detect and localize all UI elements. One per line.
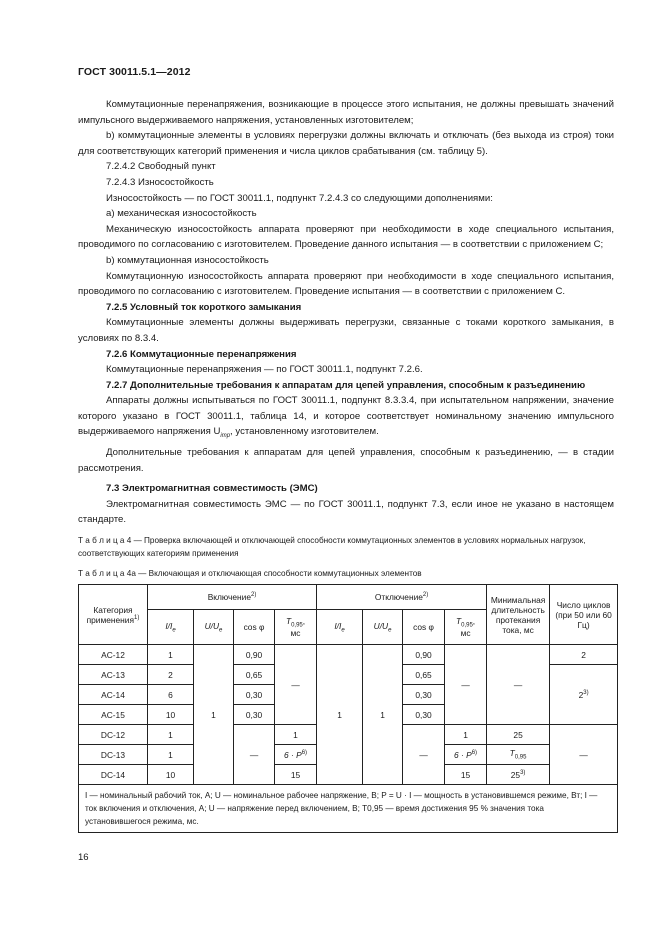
cell-text: T bbox=[509, 748, 515, 759]
paragraph-text: Аппараты должны испытываться по ГОСТ 30011.1, подпункт 8.3.3.4, при испытательном напряжении, значение которого указано в ГОСТ 30011.1, таблица 14, и которое соответствует номинальному значению импульсного выдерживаемого напряжения U bbox=[78, 395, 614, 438]
subscript: 0,95 bbox=[291, 622, 303, 629]
value-cell: 6 bbox=[148, 685, 194, 705]
subscript: imp bbox=[220, 433, 231, 440]
value-cell: 10 bbox=[148, 705, 194, 725]
footnote-mark: 1) bbox=[134, 614, 140, 621]
value-cell bbox=[487, 745, 550, 765]
cycles-header: Число циклов (при 50 или 60 Гц) bbox=[550, 585, 618, 645]
switch-off-header bbox=[317, 585, 487, 610]
header-text: Включение bbox=[207, 592, 251, 602]
value-cell: 1 bbox=[445, 725, 487, 745]
value-cell: 10 bbox=[148, 765, 194, 785]
voltage-ratio-header bbox=[363, 610, 403, 645]
cos-phi-header: cos φ bbox=[234, 610, 275, 645]
category-cell: AC-12 bbox=[79, 645, 148, 665]
table4a-caption: Т а б л и ц а 4а — Включающая и отключающая способности коммутационных элементов bbox=[78, 569, 422, 578]
paragraph: Электромагнитная совместимость ЭМС — по ГОСТ 30011.1, подпункт 7.3, если иное не указано в настоящем стандарте. bbox=[78, 498, 614, 526]
section-heading: 7.2.5 Условный ток короткого замыкания bbox=[106, 301, 302, 313]
dash-cell: — bbox=[403, 725, 445, 785]
category-cell: DC-13 bbox=[79, 745, 148, 765]
header-text: Категория применения bbox=[86, 604, 135, 625]
header-text: T bbox=[285, 615, 292, 626]
header-text: U/U bbox=[373, 620, 389, 631]
subscript: e bbox=[219, 627, 223, 634]
category-header bbox=[79, 585, 148, 645]
category-cell: AC-13 bbox=[79, 665, 148, 685]
paragraph: Дополнительные требования к аппаратам для цепей управления, способным к разъединению, — в стадии рассмотрения. bbox=[78, 446, 614, 474]
footnote-mark: 6) bbox=[471, 749, 478, 756]
time-constant-header: $T_{0,95}$, мс bbox=[445, 610, 487, 645]
page-number: 16 bbox=[78, 852, 89, 863]
paragraph: 7.2.4.2 Свободный пункт bbox=[106, 161, 216, 173]
header-text: U/U bbox=[204, 620, 220, 631]
paragraph bbox=[78, 393, 614, 445]
paragraph: Коммутационные перенапряжения — по ГОСТ 30011.1, подпункт 7.2.6. bbox=[106, 364, 423, 376]
category-cell: DC-14 bbox=[79, 765, 148, 785]
paragraph: Коммутационные элементы должны выдерживать перегрузки, связанные с токами короткого замыкания, в условиях по 8.3.4. bbox=[78, 317, 614, 344]
body-text bbox=[78, 97, 614, 528]
dash-cell: — bbox=[487, 645, 550, 725]
section-heading: 7.3 Электромагнитная совместимость (ЭМС) bbox=[106, 483, 318, 495]
value-cell: 15 bbox=[445, 765, 487, 785]
value-cell: 2 bbox=[550, 645, 618, 665]
cos-phi-header: cos φ bbox=[403, 610, 445, 645]
value-cell bbox=[550, 665, 618, 725]
header-text: Отключение bbox=[374, 592, 423, 602]
paragraph: Коммутационную износостойкость аппарата проверяют при необходимости в ходе специального испытания, проводимого по согласованию с изготовителем. Проведение испытания — в соответствии с приложением С. bbox=[78, 270, 614, 298]
value-cell: 1 bbox=[317, 645, 363, 785]
table-4a bbox=[78, 584, 618, 833]
paragraph: 7.2.4.3 Износостойкость bbox=[106, 176, 214, 188]
paragraph: Коммутационные перенапряжения, возникающие в процессе этого испытания, не должны превышать значений импульсного выдерживаемого напряжения, установленных изготовителем; bbox=[78, 99, 614, 126]
value-cell: 15 bbox=[275, 765, 317, 785]
cell-text: 2 bbox=[578, 689, 584, 700]
header-text: I/I bbox=[165, 620, 173, 631]
table-note-row bbox=[79, 785, 618, 833]
section-heading: 7.2.6 Коммутационные перенапряжения bbox=[106, 348, 297, 360]
footnote-mark: 6) bbox=[301, 749, 308, 756]
value-cell: 0,90 bbox=[234, 645, 275, 665]
value-cell: 1 bbox=[275, 725, 317, 745]
footnote-mark: 2) bbox=[251, 592, 257, 599]
value-cell: 1 bbox=[363, 645, 403, 785]
value-cell: 0,65 bbox=[403, 665, 445, 685]
cell-text: 6 · P bbox=[454, 749, 472, 760]
time-constant-header: $T_{0,95}$, мс bbox=[275, 610, 317, 645]
paragraph: Механическую износостойкость аппарата проверяют при необходимости в ходе специального испытания, проводимого по согласованию с изготовителем. Проведение данного испытания — в соответствии с приложением С; bbox=[78, 223, 614, 251]
value-cell: 25 bbox=[487, 725, 550, 745]
header-text: T bbox=[455, 615, 462, 626]
footnote-mark: 3) bbox=[520, 769, 526, 776]
value-cell: 1 bbox=[194, 645, 234, 785]
value-cell bbox=[487, 765, 550, 785]
category-cell: AC-15 bbox=[79, 705, 148, 725]
value-cell: 1 bbox=[148, 645, 194, 665]
subscript: 0,95 bbox=[514, 754, 527, 761]
category-cell: DC-12 bbox=[79, 725, 148, 745]
table-header-row bbox=[79, 585, 618, 610]
table-note: I — номинальный рабочий ток, А; U — номинальное рабочее напряжение, В; P = U · I — мощность в установившемся режиме, Вт; I — ток включения и отключения, А; U — напряжение перед включением, В; T0,95 — время достижения 95 % значения тока установившегося режима, мс. bbox=[79, 785, 618, 833]
cell-text: 25 bbox=[510, 769, 521, 780]
paragraph: b) коммутационная износостойкость bbox=[106, 254, 269, 266]
dash-cell: — bbox=[445, 645, 487, 725]
unit-text: мс bbox=[460, 628, 471, 639]
subscript: e bbox=[172, 627, 176, 634]
value-cell: 0,30 bbox=[403, 685, 445, 705]
current-ratio-header bbox=[148, 610, 194, 645]
table-row bbox=[79, 645, 618, 665]
dash-cell: — bbox=[550, 725, 618, 785]
paragraph: a) механическая износостойкость bbox=[106, 208, 257, 220]
value-cell bbox=[275, 745, 317, 765]
subscript: e bbox=[388, 627, 392, 634]
paragraph: b) коммутационные элементы в условиях перегрузки должны включать и отключать (без выхода из строя) токи для соответствующих категорий применения и числа циклов срабатывания (см. таблицу 5). bbox=[78, 130, 614, 157]
value-cell: 0,30 bbox=[234, 705, 275, 725]
dash-cell: — bbox=[234, 725, 275, 785]
header-text: I/I bbox=[334, 620, 342, 631]
voltage-ratio-header bbox=[194, 610, 234, 645]
page-header: ГОСТ 30011.5.1—2012 bbox=[78, 66, 191, 78]
min-duration-header: Минимальная длительность протекания тока, мс bbox=[487, 585, 550, 645]
paragraph: Износостойкость — по ГОСТ 30011.1, подпункт 7.2.4.3 со следующими дополнениями: bbox=[106, 192, 493, 204]
paragraph-text: , установленному изготовителем. bbox=[230, 426, 379, 438]
current-ratio-header bbox=[317, 610, 363, 645]
footnote-mark: 2) bbox=[422, 592, 429, 599]
value-cell: 2 bbox=[148, 665, 194, 685]
subscript: e bbox=[341, 627, 345, 634]
section-heading: 7.2.7 Дополнительные требования к аппаратам для цепей управления, способным к разъединению bbox=[106, 379, 586, 391]
value-cell bbox=[445, 745, 487, 765]
category-cell: AC-14 bbox=[79, 685, 148, 705]
value-cell: 0,65 bbox=[234, 665, 275, 685]
footnote-mark: 3) bbox=[583, 689, 589, 696]
unit-text: мс bbox=[290, 628, 301, 639]
value-cell: 0,30 bbox=[234, 685, 275, 705]
value-cell: 1 bbox=[148, 745, 194, 765]
switch-on-header bbox=[148, 585, 317, 610]
dash-cell: — bbox=[275, 645, 317, 725]
table4-caption: Т а б л и ц а 4 — Проверка включающей и отключающей способности коммутационных элементов в условиях нормальных нагрузок, соответствующих категориям применения bbox=[78, 536, 586, 558]
subscript: 0,95 bbox=[461, 622, 473, 629]
value-cell: 0,90 bbox=[403, 645, 445, 665]
value-cell: 0,30 bbox=[403, 705, 445, 725]
value-cell: 1 bbox=[148, 725, 194, 745]
cell-text: 6 · P bbox=[284, 749, 302, 760]
